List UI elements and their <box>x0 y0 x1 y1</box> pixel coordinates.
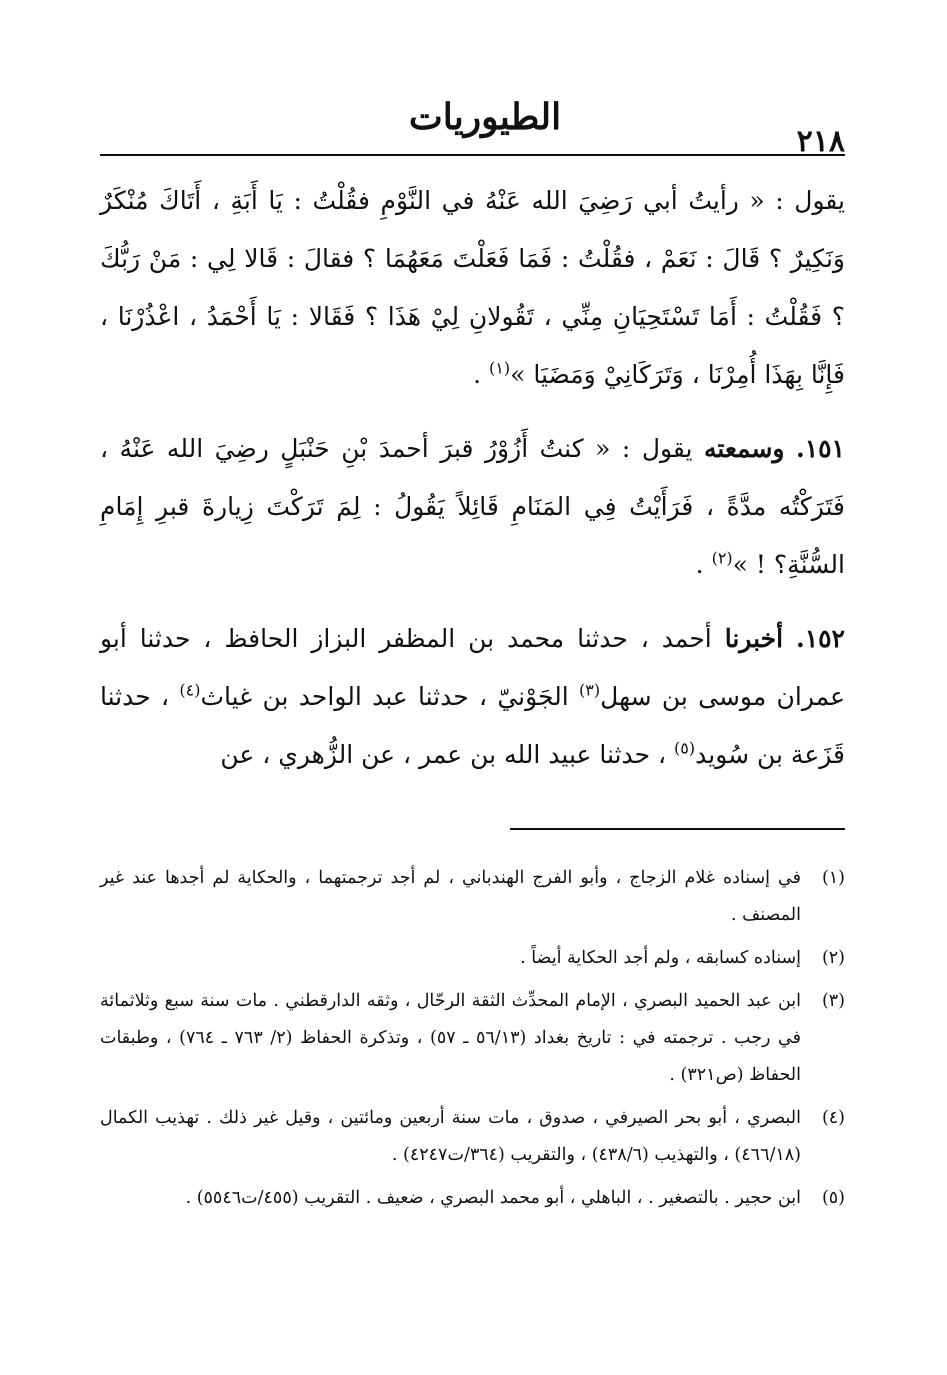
footnote-text: البصري ، أبو بحر الصيرفي ، صدوق ، مات سنة أربعين ومائتين ، وقيل غير ذلك . تهذيب الكمال (٤٦٦/١٨) ، والتهذيب (٤٣٨/٦) ، والتقريب (٣٦٤/ت٤٢٤٧) . <box>100 1108 801 1165</box>
paragraph-text: أحمد ، حدثنا محمد بن المظفر البزاز الحافظ ، حدثنا أبو عمران موسى بن سهل <box>100 624 845 711</box>
paragraph-text: يقول : « رأيتُ أبي رَضِيَ الله عَنْهُ في النَّوْمِ فقُلْتُ : يَا أَبَةِ ، أَتَاكَ مُنْكَرٌ وَنَكِيرٌ ؟ قَالَ : نَعَمْ ، فقُلْتُ : فَمَا فَعَلْتَ مَعَهُمَا ؟ فقالَ : قَالا لِي : مَنْ رَبُّكَ ؟ فَقُلْتُ : أَمَا تَسْتَحِيَانِ مِنِّي ، تَقُولانِ لِيْ هَذَا ؟ فَقَالا : يَا أَحْمَدُ ، اعْذُرْنَا ، فَإِنَّا بِهَذَا أُمِرْنَا ، وَتَرَكَانِيْ وَمَضَيَا » <box>100 186 845 389</box>
footnote-text: في إسناده غلام الزجاج ، وأبو الفرج الهندباني ، لم أجد ترجمتهما ، والحكاية لم أجدها عند غير المصنف . <box>100 868 801 925</box>
footnote-reference: (٥) <box>674 738 696 758</box>
paragraph-152 <box>100 610 845 784</box>
footnote-reference: (٤) <box>179 680 201 700</box>
paragraph-end: . <box>473 360 490 389</box>
footnote-text: إسناده كسابقه ، ولم أجد الحكاية أيضاً . <box>520 948 801 968</box>
paragraph-end: . <box>695 550 712 579</box>
paragraph-text: الجَوْنيّ ، حدثنا عبد الواحد بن غياث <box>200 682 580 711</box>
page-number: ٢١٨ <box>796 124 845 159</box>
footnote-reference: (١) <box>489 358 511 378</box>
footnotes <box>100 860 845 1223</box>
main-text <box>100 172 845 800</box>
paragraph-151 <box>100 420 845 594</box>
footnote-reference: (٣) <box>579 680 601 700</box>
paragraph-text: ، حدثنا قَزَعة بن سُويد <box>100 682 845 769</box>
header-rule <box>100 154 845 156</box>
footnote <box>100 860 845 934</box>
footnote-text: ابن عبد الحميد البصري ، الإمام المحدِّث الثقة الرحّال ، وثقه الدارقطني . مات سنة سبع وثلاثمائة في رجب . ترجمته في : تاريخ بغداد (٥٦/١٣ ـ ٥٧) ، وتذكرة الحفاظ (٢/ ٧٦٣ ـ ٧٦٤) ، وطبقات الحفاظ (ص٣٢١) . <box>100 991 802 1085</box>
footnote <box>100 983 845 1094</box>
footnote-separator <box>510 828 845 830</box>
paragraph-continuation <box>100 172 845 404</box>
footnote <box>100 1100 845 1174</box>
footnote <box>100 940 845 977</box>
paragraph-text: يقول : « كنتُ أَزُوْرُ قبرَ أحمدَ بْنِ حَنْبَلٍ رضِيَ الله عَنْهُ ، فَتَرَكْتُه مدَّةً ، فَرَأَيْتُ فِي المَنَامِ قَائِلاً يَقُولُ : لِمَ تَرَكْتَ زِيارةَ قبرِ إِمَامِ السُّنَّةِ؟ ! » <box>100 434 845 579</box>
footnote-reference: (٢) <box>711 548 733 568</box>
paragraph-text: ، حدثنا عبيد الله بن عمر ، عن الزُّهري ، عن <box>220 740 675 769</box>
running-title: الطيوريات <box>408 96 562 138</box>
paragraph-lead-word: أخبرنا <box>724 624 784 653</box>
footnote <box>100 1180 845 1217</box>
footnote-number: (٢) <box>821 948 845 968</box>
footnote-number: (١) <box>821 868 845 888</box>
footnote-number: (٤) <box>821 1108 845 1128</box>
footnote-number: (٥) <box>821 1188 845 1208</box>
footnote-text: ابن حجير . بالتصغير . ، الباهلي ، أبو محمد البصري ، ضعيف . التقريب (٤٥٥/ت٥٥٤٦) . <box>185 1188 801 1208</box>
page-header <box>100 88 845 158</box>
paragraph-lead-word: وسمعته <box>704 434 785 463</box>
paragraph-number: ١٥١. <box>795 434 845 463</box>
footnote-number: (٣) <box>821 991 845 1011</box>
paragraph-number: ١٥٢. <box>795 624 845 653</box>
